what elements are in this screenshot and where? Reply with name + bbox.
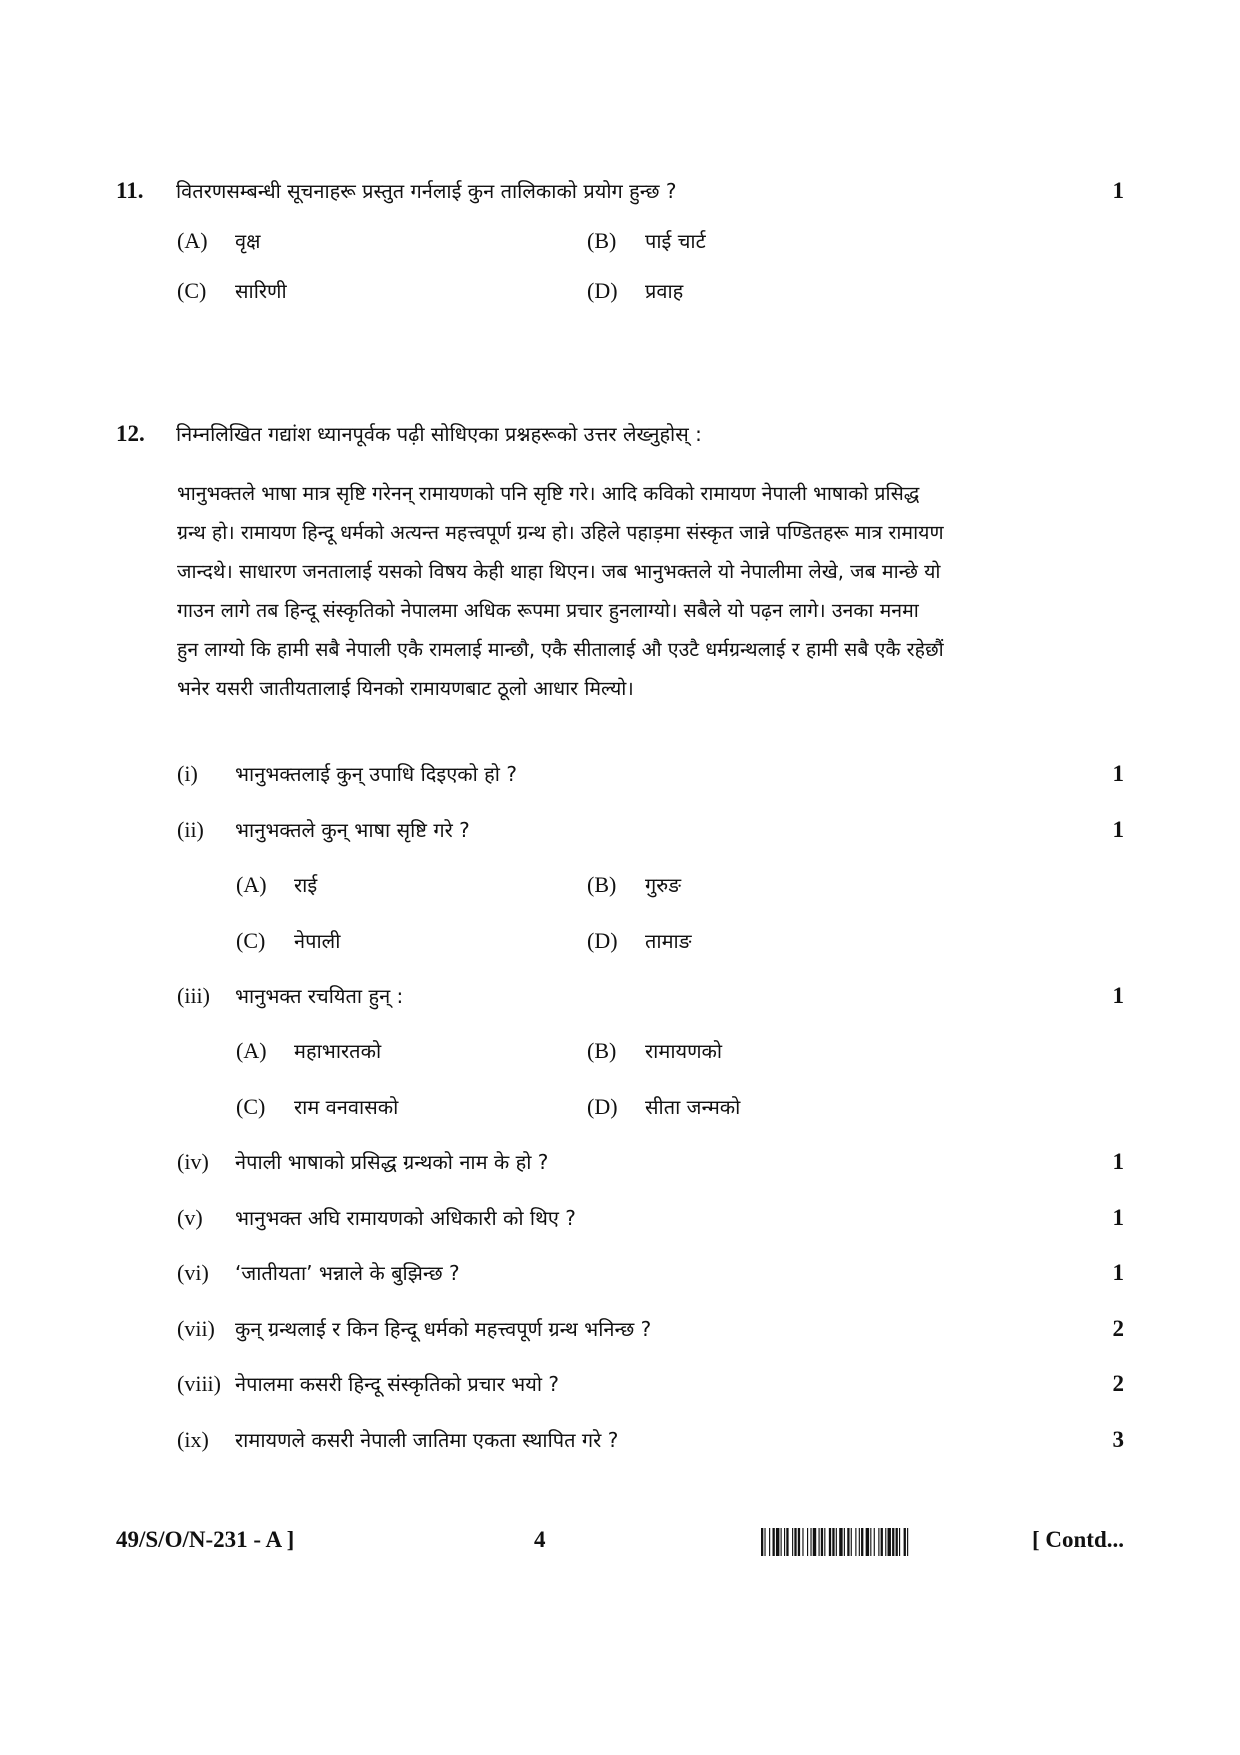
barcode-bar <box>810 1528 811 1556</box>
question-text: निम्नलिखित गद्यांश ध्यानपूर्वक पढ़ी सोधिएका प्रश्नहरूको उत्तर लेख्नुहोस् : <box>176 422 702 446</box>
barcode-bar <box>769 1528 770 1556</box>
option-key: (A) <box>236 872 267 897</box>
option-key: (B) <box>587 228 617 253</box>
option-text: नेपाली <box>294 929 341 953</box>
sub-question-text: नेपालमा कसरी हिन्दू संस्कृतिको प्रचार भयो ? <box>235 1372 559 1396</box>
barcode-bar <box>829 1528 831 1556</box>
question-number: 11. <box>116 178 144 203</box>
barcode-bar <box>907 1528 908 1556</box>
barcode-bar <box>764 1528 765 1556</box>
option-text: पाई चार्ट <box>645 229 706 253</box>
passage-line: गाउन लागे तब हिन्दू संस्कृतिको नेपालमा अधिक रूपमा प्रचार हुनलाग्यो। सबैले यो पढ़न लागे। उनका मनमा <box>177 599 919 622</box>
passage-line: जान्दथे। साधारण जनतालाई यसको विषय केही थाहा थिएन। जब भानुभक्तले यो नेपालीमा लेखे, जब मान्छे यो <box>177 560 941 583</box>
option-text: तामाङ <box>645 929 692 953</box>
sub-iii-option-b <box>587 1037 722 1064</box>
option-text: राम वनवासको <box>294 1095 399 1119</box>
barcode-bar <box>896 1528 898 1556</box>
sub-question-marks: 3 <box>1112 1427 1124 1452</box>
continued-label: [ Contd... <box>1031 1527 1124 1552</box>
barcode-bar <box>761 1528 763 1556</box>
barcode-bar <box>802 1528 803 1556</box>
barcode-bar <box>784 1528 785 1556</box>
barcode-bar <box>792 1528 793 1556</box>
question-11-header <box>116 177 1124 204</box>
sub-question-key: (iii) <box>177 983 210 1008</box>
option-text: रामायणको <box>645 1039 723 1063</box>
sub-question-marks: 1 <box>1112 1149 1124 1174</box>
sub-question-key: (ii) <box>177 817 204 842</box>
question-text: वितरणसम्बन्धी सूचनाहरू प्रस्तुत गर्नलाई कुन तालिकाको प्रयोग हुन्छ ? <box>176 179 677 203</box>
barcode-bar <box>819 1528 820 1556</box>
sub-iii-option-d <box>587 1093 740 1120</box>
option-text: गुरुङ <box>645 873 681 897</box>
option-text: सारिणी <box>235 279 287 303</box>
option-text: प्रवाह <box>645 279 684 303</box>
sub-question-i <box>177 760 1124 787</box>
question-12-header <box>116 420 1124 447</box>
barcode-bar <box>874 1528 875 1556</box>
sub-question-text: रामायणले कसरी नेपाली जातिमा एकता स्थापित गरे ? <box>235 1428 619 1452</box>
sub-question-text: भानुभक्तलाई कुन् उपाधि दिइएको हो ? <box>235 762 517 786</box>
barcode-bar <box>881 1528 883 1556</box>
sub-question-key: (viii) <box>177 1371 221 1396</box>
sub-question-iii <box>177 982 1124 1009</box>
barcode-bar <box>878 1528 879 1556</box>
sub-question-v <box>177 1204 1124 1231</box>
passage-line: भानुभक्तले भाषा मात्र सृष्टि गरेनन् रामायणको पनि सृष्टि गरे। आदि कविको रामायण नेपाली भाषाको प्रसिद्ध <box>177 482 920 505</box>
q11-option-a <box>177 227 260 254</box>
barcode-bar <box>776 1528 779 1556</box>
sub-question-key: (vii) <box>177 1316 215 1341</box>
sub-question-viii <box>177 1370 1124 1397</box>
option-key: (B) <box>587 1038 617 1063</box>
option-text: राई <box>294 873 318 897</box>
barcode-bar <box>892 1528 894 1556</box>
barcode-bar <box>781 1528 782 1556</box>
barcode-bar <box>824 1528 825 1556</box>
sub-ii-option-d <box>587 927 691 954</box>
sub-question-vii <box>177 1315 1124 1342</box>
option-key: (C) <box>177 278 207 303</box>
sub-ii-option-a <box>236 871 317 898</box>
sub-question-marks: 2 <box>1112 1371 1124 1396</box>
barcode-bar <box>870 1528 871 1556</box>
sub-question-marks: 1 <box>1112 983 1124 1008</box>
option-key: (C) <box>236 928 266 953</box>
sub-question-ix <box>177 1426 1124 1453</box>
q11-option-c <box>177 277 287 304</box>
sub-question-text: कुन् ग्रन्थलाई र किन हिन्दू धर्मको महत्त्वपूर्ण ग्रन्थ भनिन्छ ? <box>235 1317 652 1341</box>
barcode-bar <box>888 1528 891 1556</box>
sub-question-marks: 1 <box>1112 817 1124 842</box>
sub-question-ii <box>177 816 1124 843</box>
sub-question-key: (vi) <box>177 1260 209 1285</box>
sub-question-key: (iv) <box>177 1149 209 1174</box>
barcode-bar <box>866 1528 869 1556</box>
option-key: (D) <box>587 1094 618 1119</box>
barcode-bar <box>861 1528 863 1556</box>
option-key: (A) <box>236 1038 267 1063</box>
sub-question-key: (v) <box>177 1205 203 1230</box>
option-text: महाभारतको <box>294 1039 382 1063</box>
barcode-bar <box>855 1528 856 1556</box>
barcode-bar <box>839 1528 842 1556</box>
passage-line: भनेर यसरी जातीयतालाई यिनको रामायणबाट ठूलो आधार मिल्यो। <box>177 677 634 700</box>
sub-question-text: भानुभक्त रचयिता हुन् : <box>235 984 404 1008</box>
sub-question-text: भानुभक्त अघि रामायणको अधिकारी को थिए ? <box>235 1206 576 1230</box>
barcode-bar <box>899 1528 900 1556</box>
option-key: (A) <box>177 228 208 253</box>
sub-question-marks: 1 <box>1112 761 1124 786</box>
sub-question-key: (i) <box>177 761 198 786</box>
passage-line: ग्रन्थ हो। रामायण हिन्दू धर्मको अत्यन्त महत्त्वपूर्ण ग्रन्थ हो। उहिले पहाड़मा संस्कृत जान्ने पण्डितहरू मात्र रामायण <box>177 521 944 544</box>
sub-question-marks: 1 <box>1112 1205 1124 1230</box>
q11-option-b <box>587 227 706 254</box>
barcode-bar <box>832 1528 834 1556</box>
sub-question-marks: 2 <box>1112 1316 1124 1341</box>
sub-question-vi <box>177 1259 1124 1286</box>
option-key: (C) <box>236 1094 266 1119</box>
barcode-bar <box>859 1528 860 1556</box>
passage-line: हुन लाग्यो कि हामी सबै नेपाली एकै रामलाई मान्छौ, एकै सीतालाई औ एउटै धर्मग्रन्थलाई र हामी सबै एकै रहेछौं <box>177 638 944 661</box>
q11-option-d <box>587 277 683 304</box>
page-number: 4 <box>534 1527 546 1552</box>
paper-code: 49/S/O/N-231 - A ] <box>116 1527 295 1552</box>
question-number: 12. <box>116 421 145 446</box>
sub-question-text: भानुभक्तले कुन् भाषा सृष्टि गरे ? <box>235 818 470 842</box>
option-key: (D) <box>587 278 618 303</box>
barcode-bar <box>836 1528 837 1556</box>
sub-question-text: ‘जातीयता’ भन्नाले के बुझिन्छ ? <box>235 1261 460 1285</box>
option-key: (D) <box>587 928 618 953</box>
barcode-bar <box>904 1528 906 1556</box>
page-footer <box>116 1527 1124 1567</box>
sub-iii-option-c <box>236 1093 398 1120</box>
barcode-bar <box>786 1528 788 1556</box>
option-key: (B) <box>587 872 617 897</box>
question-marks: 1 <box>1112 178 1124 203</box>
barcode-icon <box>761 1528 1023 1556</box>
reading-passage <box>177 474 1067 708</box>
barcode-bar <box>847 1528 849 1556</box>
barcode-bar <box>773 1528 775 1556</box>
option-text: सीता जन्मको <box>645 1095 741 1119</box>
sub-question-text: नेपाली भाषाको प्रसिद्ध ग्रन्थको नाम के हो ? <box>235 1150 549 1174</box>
barcode-bar <box>813 1528 816 1556</box>
barcode-bar <box>821 1528 823 1556</box>
sub-ii-option-b <box>587 871 681 898</box>
sub-question-iv <box>177 1148 1124 1175</box>
barcode-bar <box>798 1528 800 1556</box>
barcode-bar <box>851 1528 852 1556</box>
option-text: वृक्ष <box>235 229 261 253</box>
sub-question-marks: 1 <box>1112 1260 1124 1285</box>
barcode-bar <box>885 1528 886 1556</box>
sub-question-key: (ix) <box>177 1427 209 1452</box>
barcode-bar <box>807 1528 808 1556</box>
barcode-bar <box>844 1528 845 1556</box>
sub-ii-option-c <box>236 927 340 954</box>
barcode-bar <box>794 1528 796 1556</box>
sub-iii-option-a <box>236 1037 381 1064</box>
